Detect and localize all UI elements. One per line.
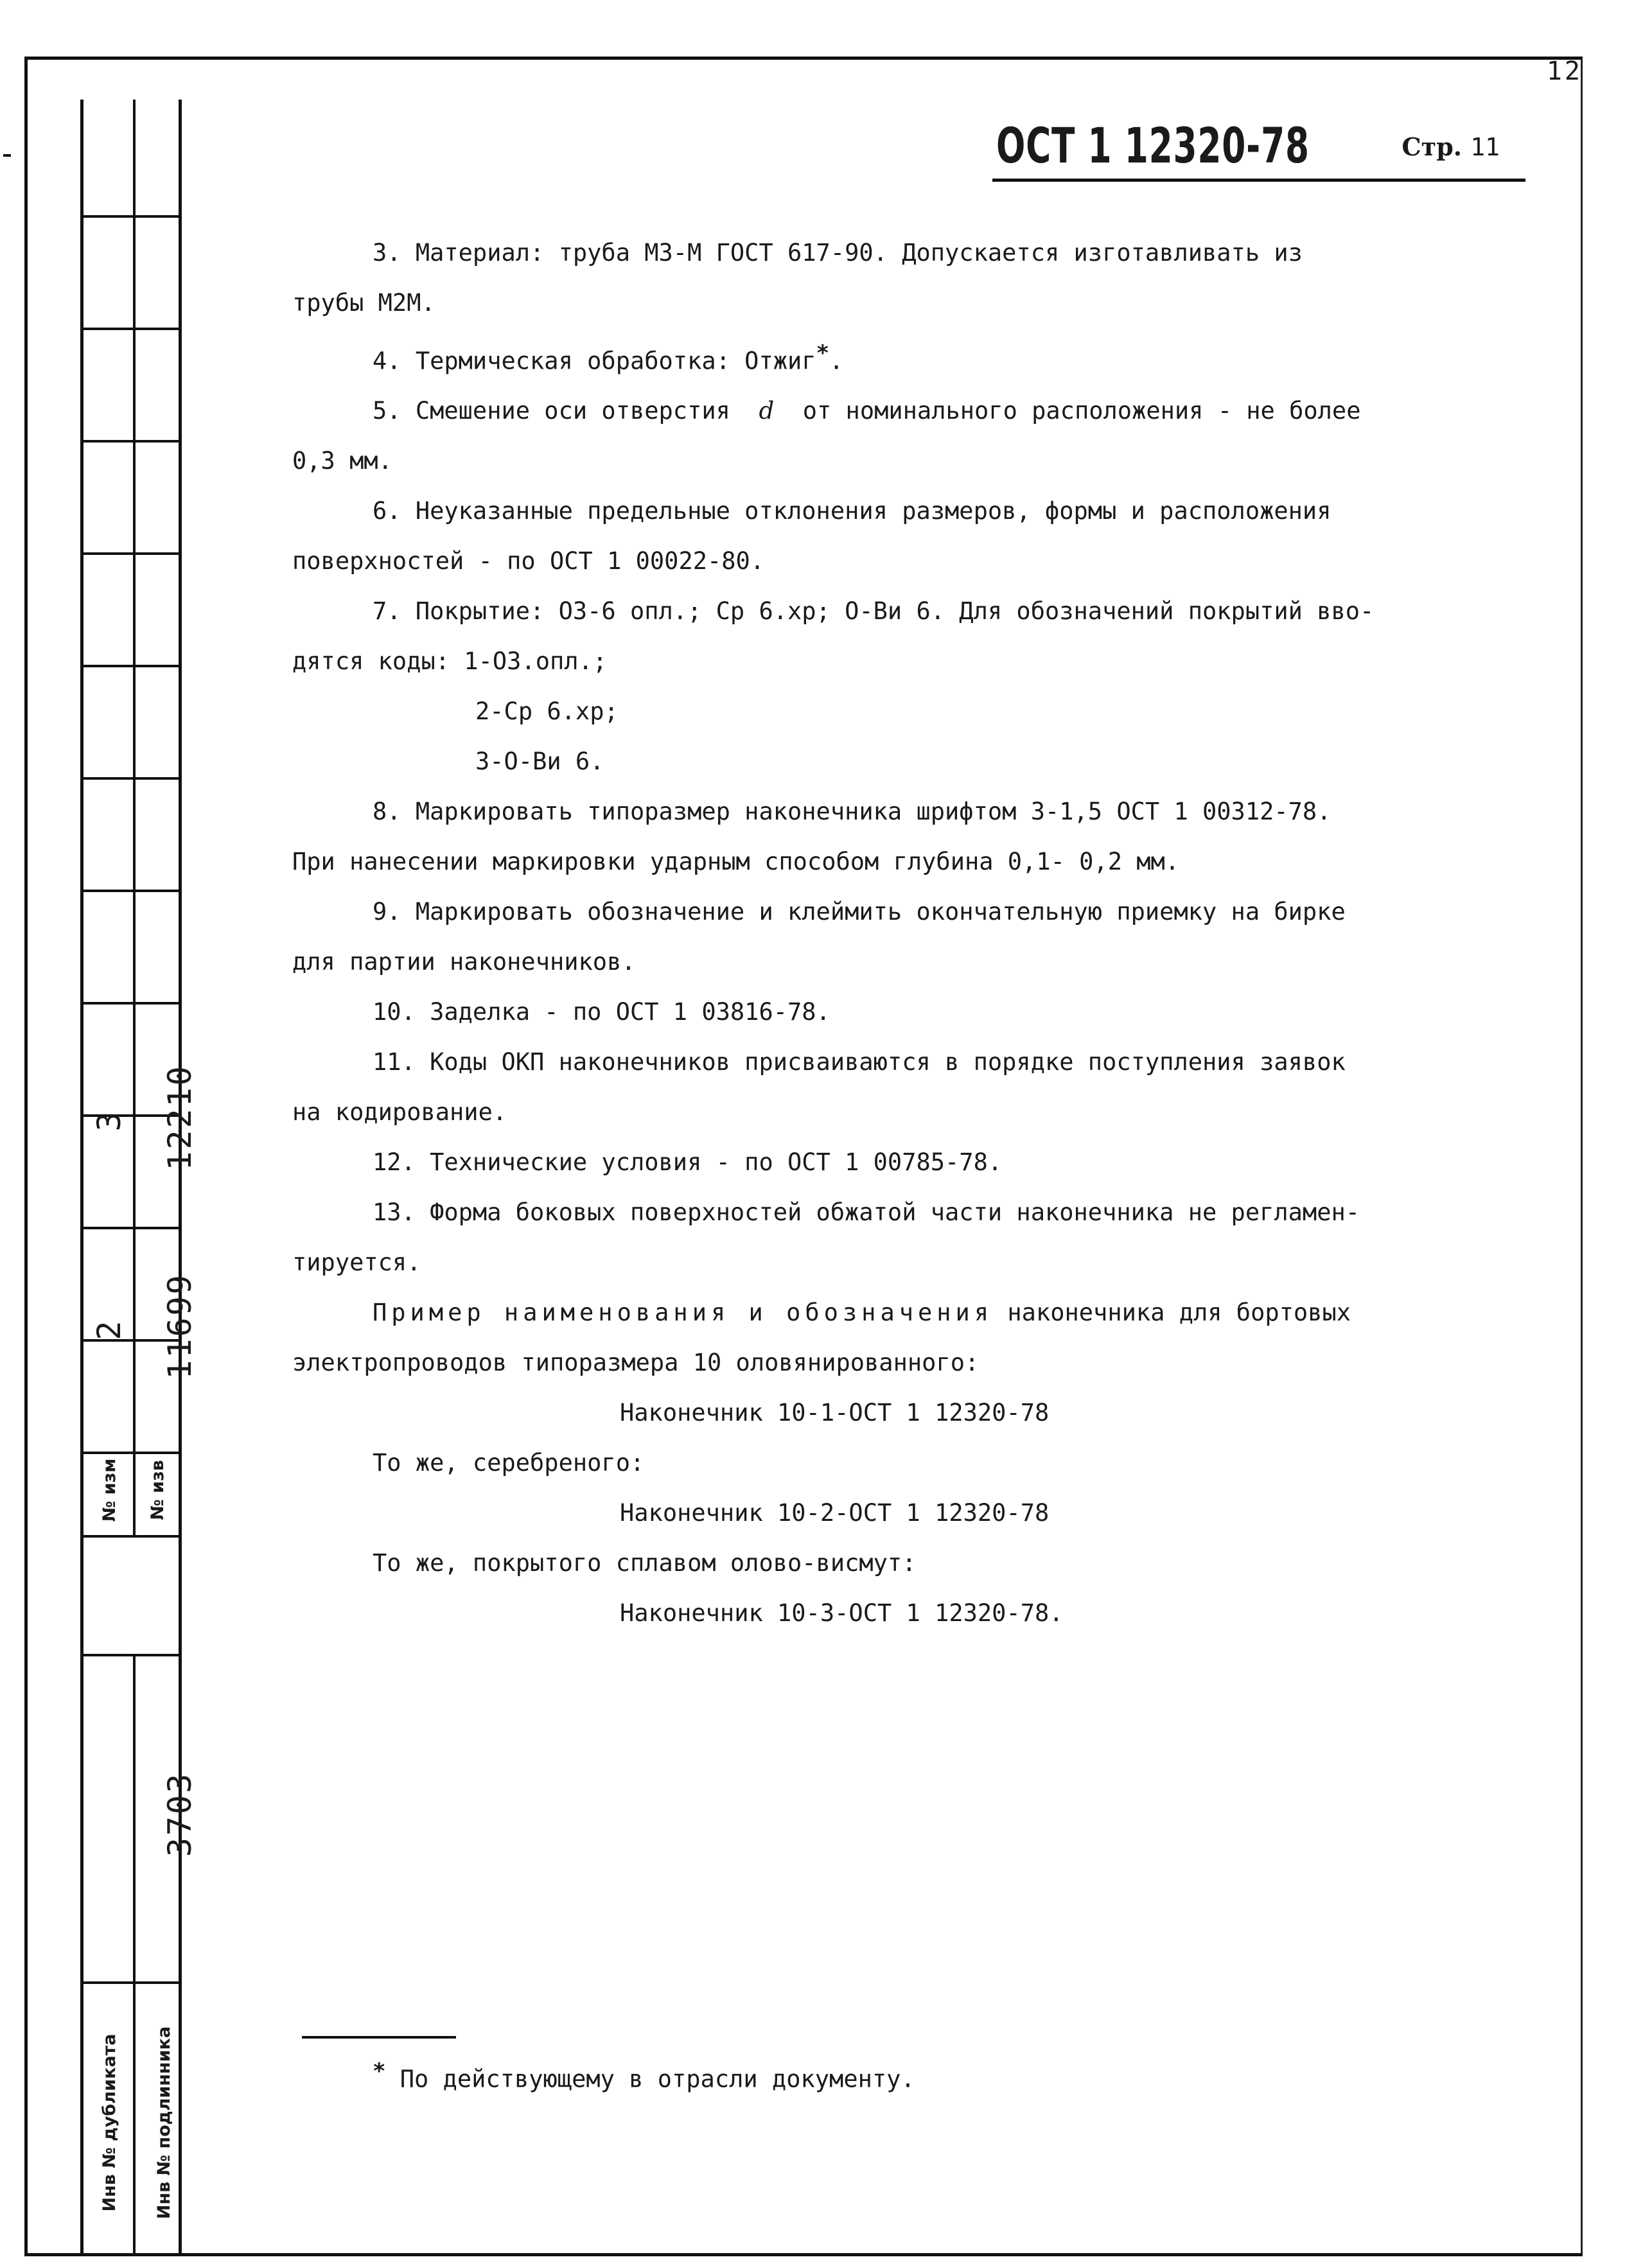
item-4 xyxy=(292,328,1506,386)
item-9-line-1: 9. Маркировать обозначение и клеймить окончательную приемку на бирке xyxy=(373,898,1346,926)
page-label-text: Стр. xyxy=(1402,132,1462,161)
strip-line xyxy=(83,1002,182,1005)
item-13-line-2: тируется. xyxy=(292,1249,421,1277)
strip-line xyxy=(83,777,182,780)
document-header xyxy=(992,116,1525,182)
label-duplicate-inv: Инв № дубликата xyxy=(99,2033,119,2212)
item-8-line-1: 8. Маркировать типоразмер наконечника шрифтом 3-1,5 ОСТ 1 00312-78. xyxy=(373,798,1331,826)
page-number: 12 xyxy=(1546,57,1583,86)
footnote xyxy=(373,2058,915,2093)
example-designation-1: Наконечник 10-1-ОСТ 1 12320-78 xyxy=(620,1399,1050,1427)
item-5-text-a: 5. Смешение оси отверстия xyxy=(373,397,730,425)
item-6-line-1: 6. Неуказанные предельные отклонения размеров, формы и расположения xyxy=(373,497,1331,525)
strip-line xyxy=(83,1535,182,1538)
page-label-value: 11 xyxy=(1470,133,1500,161)
inventory-number: 3703 xyxy=(161,1771,198,1857)
item-4-text: 4. Термическая обработка: Отжиг xyxy=(373,347,816,375)
label-original-inv: Инв № подлинника xyxy=(154,2026,174,2220)
notice-number-11699: 11699 xyxy=(161,1273,198,1380)
example-line-2: электропроводов типоразмера 10 оловянированного: xyxy=(292,1349,980,1377)
example-heading-rest: наконечника для бортовых xyxy=(1007,1299,1351,1327)
item-11-line-2: на кодирование. xyxy=(292,1098,507,1127)
label-change-no: № изм xyxy=(99,1458,119,1522)
footnote-text: По действующему в отрасли документу. xyxy=(400,2065,915,2093)
strip-line xyxy=(83,328,182,330)
strip-line xyxy=(83,1654,182,1656)
change-number-2: 2 xyxy=(91,1319,128,1340)
item-9-line-2: для партии наконечников. xyxy=(292,948,636,976)
strip-line xyxy=(83,215,182,218)
item-5-line-2: 0,3 мм. xyxy=(292,447,392,475)
item-7-line-4: 3-О-Ви 6. xyxy=(475,748,604,776)
strip-line xyxy=(83,665,182,667)
footnote-star: * xyxy=(373,2058,386,2084)
item-3-line-1: 3. Материал: труба М3-М ГОСТ 617-90. Допускается изготавливать из xyxy=(373,239,1303,267)
item-5-symbol: d xyxy=(759,397,775,425)
strip-line xyxy=(83,1981,182,1984)
item-5-text-b: от номинального расположения - не более xyxy=(802,397,1361,425)
item-7-line-1: 7. Покрытие: О3-6 опл.; Ср 6.хр; О-Ви 6. Для обозначений покрытий вво- xyxy=(373,597,1375,626)
margin-mark xyxy=(3,154,11,157)
example-same-1: То же, серебреного: xyxy=(373,1449,645,1477)
item-4-end: . xyxy=(829,347,844,375)
label-notice-no: № изв xyxy=(147,1460,168,1520)
item-7-line-2: дятся коды: 1-О3.опл.; xyxy=(292,647,608,676)
strip-line xyxy=(83,552,182,555)
document-body xyxy=(292,228,1506,1638)
item-3-line-2: трубы М2М. xyxy=(292,289,435,317)
example-same-2: То же, покрытого сплавом олово-висмут: xyxy=(373,1549,917,1577)
item-10: 10. Заделка - по ОСТ 1 03816-78. xyxy=(373,998,830,1026)
example-designation-2: Наконечник 10-2-ОСТ 1 12320-78 xyxy=(620,1499,1050,1527)
side-stamp-strip xyxy=(80,100,198,2254)
strip-divider xyxy=(133,1654,136,2254)
page-label xyxy=(1402,132,1500,161)
strip-line xyxy=(83,890,182,892)
strip-line xyxy=(83,1227,182,1229)
item-7-line-3: 2-Ср 6.хр; xyxy=(475,698,619,726)
notice-number-12210: 12210 xyxy=(161,1064,198,1171)
item-13-line-1: 13. Форма боковых поверхностей обжатой части наконечника не регламен- xyxy=(373,1198,1360,1227)
item-8-line-2: При нанесении маркировки ударным способом глубина 0,1- 0,2 мм. xyxy=(292,848,1180,876)
example-line-1 xyxy=(292,1288,1506,1338)
item-12: 12. Технические условия - по ОСТ 1 00785-78. xyxy=(373,1148,1003,1177)
item-5-line-1 xyxy=(292,386,1506,436)
strip-line xyxy=(83,440,182,443)
item-11-line-1: 11. Коды ОКП наконечников присваиваются в порядке поступления заявок xyxy=(373,1048,1346,1076)
example-heading-spaced: Пример наименования и обозначения xyxy=(373,1299,994,1327)
example-designation-3: Наконечник 10-3-ОСТ 1 12320-78. xyxy=(620,1599,1064,1628)
footnote-marker: * xyxy=(816,340,830,366)
change-number-3: 3 xyxy=(91,1110,128,1132)
footnote-separator xyxy=(302,2036,456,2039)
item-6-line-2: поверхностей - по ОСТ 1 00022-80. xyxy=(292,547,765,575)
document-designation: ОСТ 1 12320-78 xyxy=(996,117,1310,174)
